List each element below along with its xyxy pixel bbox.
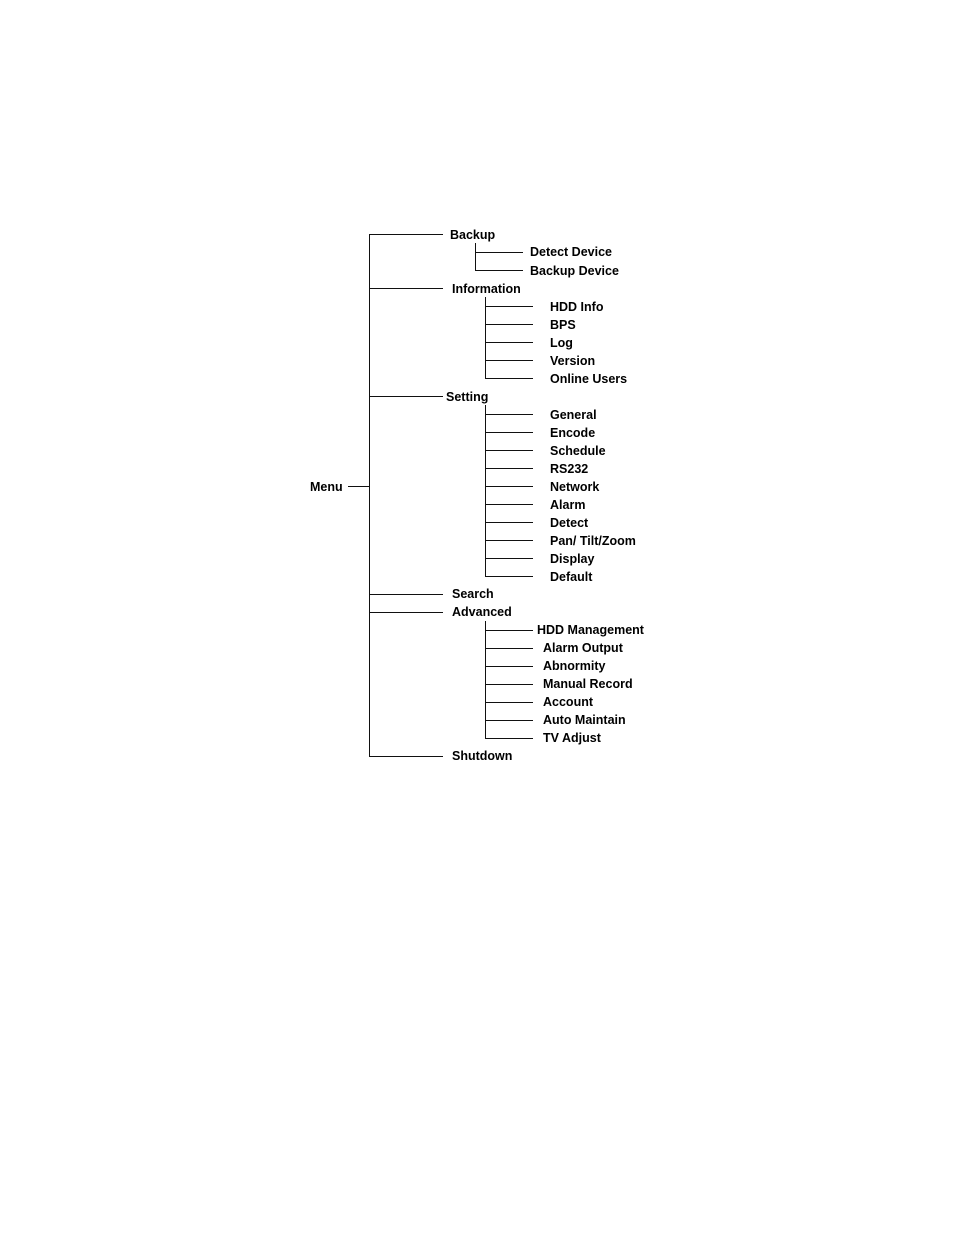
branch-label-information: Information xyxy=(452,282,521,296)
root-label: Menu xyxy=(310,480,343,494)
leaf-label-pan-tilt-zoom: Pan/ Tilt/Zoom xyxy=(550,534,636,548)
branch-label-setting: Setting xyxy=(446,390,489,404)
leaf-label-default: Default xyxy=(550,570,593,584)
leaf-label-account: Account xyxy=(543,695,593,709)
leaf-label-encode: Encode xyxy=(550,426,596,440)
leaf-label-auto-maintain: Auto Maintain xyxy=(543,713,626,727)
leaf-label-alarm-output: Alarm Output xyxy=(543,641,623,655)
leaf-label-hdd-management: HDD Management xyxy=(537,623,644,637)
leaf-label-display: Display xyxy=(550,552,595,566)
leaf-label-general: General xyxy=(550,408,597,422)
leaf-label-schedule: Schedule xyxy=(550,444,606,458)
leaf-label-rs232: RS232 xyxy=(550,462,589,476)
branch-label-shutdown: Shutdown xyxy=(452,749,513,763)
leaf-label-online-users: Online Users xyxy=(550,372,628,386)
leaf-label-alarm: Alarm xyxy=(550,498,586,512)
leaf-label-detect-device: Detect Device xyxy=(530,245,612,259)
leaf-label-log: Log xyxy=(550,336,573,350)
leaf-label-detect: Detect xyxy=(550,516,589,530)
branch-label-backup: Backup xyxy=(450,228,496,242)
branch-label-search: Search xyxy=(452,587,494,601)
branch-label-advanced: Advanced xyxy=(452,605,512,619)
leaf-label-version: Version xyxy=(550,354,596,368)
leaf-label-abnormity: Abnormity xyxy=(543,659,606,673)
leaf-label-manual-record: Manual Record xyxy=(543,677,633,691)
leaf-label-backup-device: Backup Device xyxy=(530,264,619,278)
leaf-label-tv-adjust: TV Adjust xyxy=(543,731,601,745)
leaf-label-hdd-info: HDD Info xyxy=(550,300,604,314)
leaf-label-network: Network xyxy=(550,480,600,494)
leaf-label-bps: BPS xyxy=(550,318,576,332)
